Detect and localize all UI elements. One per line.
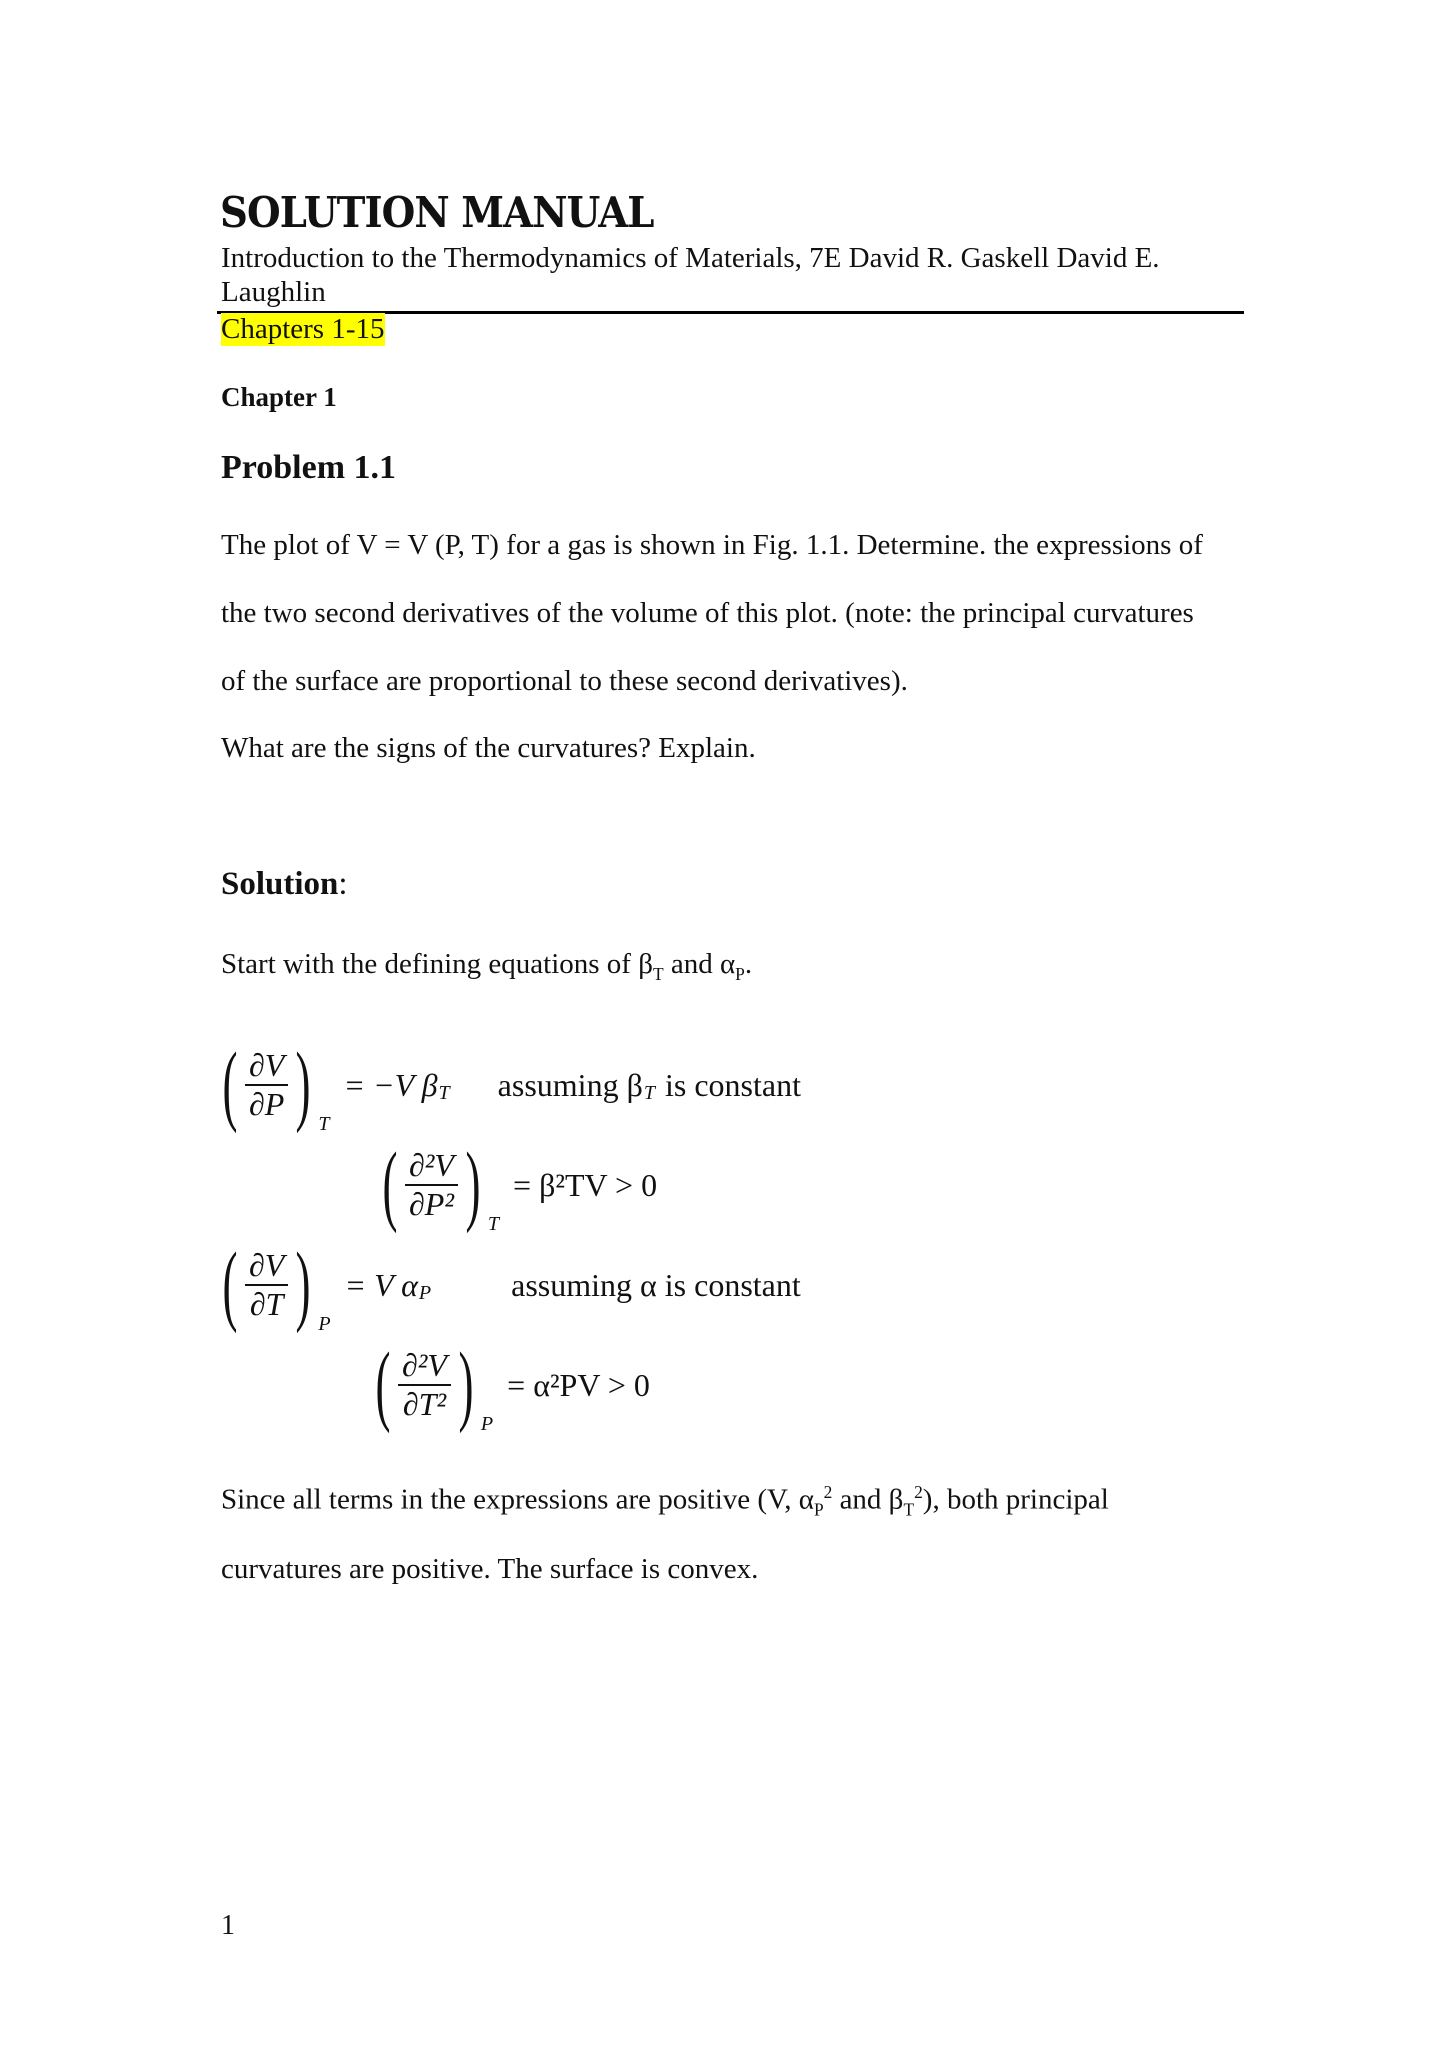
eq3-denominator: ∂T [249, 1286, 284, 1322]
eq1-subscript: T [318, 1113, 330, 1135]
book-citation-line2: Laughlin [221, 276, 326, 308]
eq3-note: assuming α is constant [511, 1266, 801, 1303]
eq1-note-subscript: T [643, 1081, 655, 1104]
problem-text-line: The plot of V = V (P, T) for a gas is shown in Fig. 1.1. Determine. the expressions of [221, 529, 1203, 561]
chapters-range-highlight: Chapters 1-15 [221, 313, 385, 345]
equation-dV-dP: ( $\frac{\partial V}{\partial P}$ ) T = −V β T assuming β T is constant [222, 1035, 801, 1135]
eq2-denominator: ∂P² [408, 1186, 454, 1222]
conclusion-line1: Since all terms in the expressions are positive (V, $\alpha_P^2$ and $\beta_T^2$), both principal [221, 1482, 1109, 1520]
equation-d2V-dT2: ( $\frac{\text{∂²V}}{\text{∂T²}}$ ) P = α²PV > 0 [375, 1335, 650, 1435]
eq3-subscript: P [318, 1313, 331, 1335]
eq1-rhs: = −V β [343, 1066, 438, 1103]
document-title: SOLUTION MANUAL [220, 188, 654, 237]
problem-text-line: the two second derivatives of the volume of this plot. (note: the principal curvatures [221, 597, 1194, 629]
equation-d2V-dP2: ( $\frac{\text{∂²V}}{\text{∂P²}}$ ) T = β²TV > 0 [382, 1135, 658, 1235]
eq4-denominator: ∂T² [402, 1386, 447, 1422]
equation-dV-dT: ( $\frac{\partial V}{\partial T}$ ) P = V α P assuming α is constant [222, 1235, 801, 1335]
eq2-numerator: ∂²V [405, 1147, 458, 1186]
eq1-note: assuming β [497, 1066, 643, 1103]
eq1-numerator: ∂V [245, 1047, 288, 1086]
problem-text-line: What are the signs of the curvatures? Explain. [221, 732, 756, 764]
eq3-rhs: = V α [344, 1266, 418, 1303]
conclusion-line2: curvatures are positive. The surface is convex. [221, 1553, 759, 1585]
page-number: 1 [221, 1910, 235, 1941]
eq3-numerator: ∂V [245, 1247, 288, 1286]
eq1-denominator: ∂P [248, 1086, 285, 1122]
problem-heading: Problem 1.1 [221, 449, 397, 486]
book-citation-line1: Introduction to the Thermodynamics of Materials, 7E David R. Gaskell David E. [221, 242, 1160, 274]
problem-text-line: of the surface are proportional to these second derivatives). [221, 665, 908, 697]
eq4-rhs: = α²PV > 0 [507, 1366, 650, 1403]
eq4-subscript: P [480, 1413, 494, 1435]
eq4-numerator: ∂²V [398, 1347, 451, 1386]
eq2-rhs: = β²TV > 0 [513, 1166, 658, 1203]
solution-intro: Start with the defining equations of $\beta_T$ and $\alpha_P$. [221, 948, 753, 984]
eq3-rhs-subscript: P [418, 1281, 432, 1304]
eq1-rhs-subscript: T [438, 1081, 450, 1104]
eq1-note-end: is constant [664, 1066, 801, 1103]
chapter-heading: Chapter 1 [221, 382, 337, 412]
solution-heading: Solution: [221, 866, 348, 902]
eq2-subscript: T [487, 1213, 500, 1235]
